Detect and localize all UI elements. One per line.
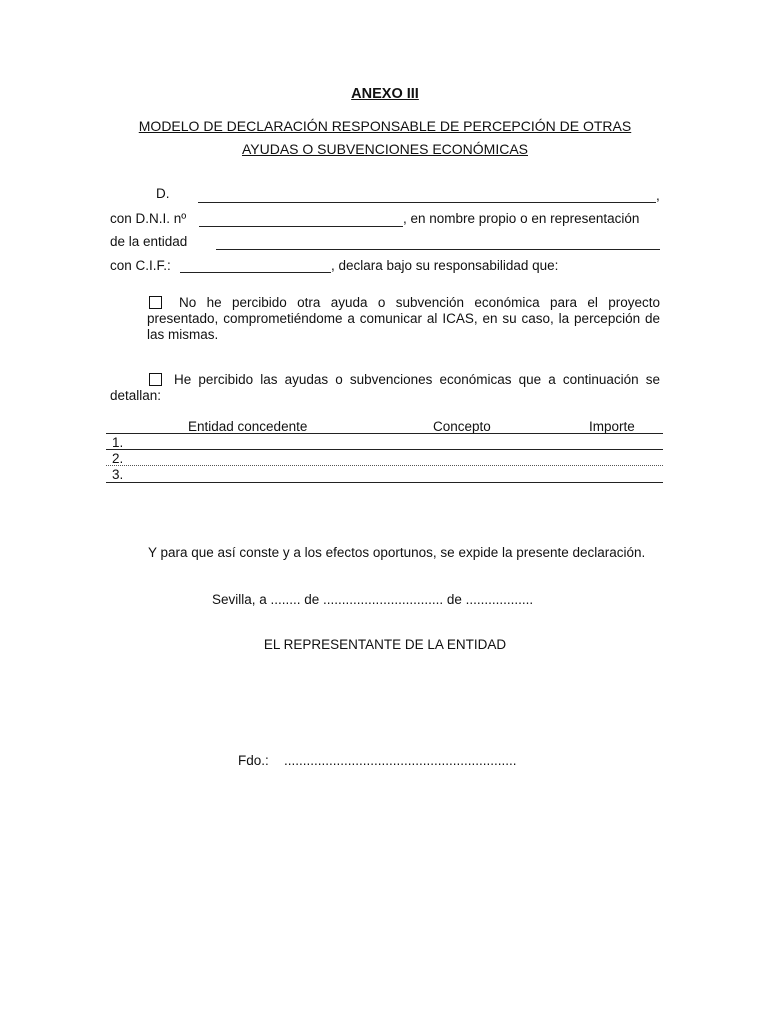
document-heading: ANEXO III [351, 86, 419, 102]
name-field[interactable] [198, 186, 656, 203]
dni-label: con D.N.I. nº [110, 211, 187, 226]
dni-field[interactable] [199, 210, 403, 227]
table-row-rule [106, 465, 663, 466]
table-header-entidad: Entidad concedente [188, 419, 308, 434]
place-date-line: Sevilla, a ........ de ................................ de .................. [212, 592, 534, 607]
d-label: D. [156, 186, 170, 201]
table-row-label: 3. [112, 467, 124, 482]
option-not-received-text: No he percibido otra ayuda o subvención económica para el proyecto presentado, comprometiéndome a comunicar al ICAS, en su caso, la percepción de las mismas. [147, 295, 660, 342]
representative-title: EL REPRESENTANTE DE LA ENTIDAD [263, 637, 507, 652]
d-trailing-comma: , [656, 188, 660, 203]
document-subtitle-line1: MODELO DE DECLARACIÓN RESPONSABLE DE PERCEPCIÓN DE OTRAS [138, 118, 632, 134]
option-received-text: He percibido las ayudas o subvenciones económicas que a continuación se detallan: [110, 372, 660, 403]
entidad-label: de la entidad [110, 234, 188, 249]
table-header-importe: Importe [589, 419, 635, 434]
table-row-label: 2. [112, 451, 124, 466]
document-subtitle-line2: AYUDAS O SUBVENCIONES ECONÓMICAS [241, 141, 528, 157]
entidad-field[interactable] [216, 233, 660, 250]
dni-suffix: , en nombre propio o en representación [403, 211, 640, 226]
table-row-label: 1. [112, 435, 124, 450]
cif-suffix: , declara bajo su responsabilidad que: [331, 258, 559, 273]
closing-paragraph: Y para que así conste y a los efectos oportunos, se expide la presente declaración. [148, 545, 646, 560]
table-top-rule [106, 433, 663, 434]
cif-field[interactable] [180, 256, 331, 273]
table-header-concepto: Concepto [433, 419, 491, 434]
cif-label: con C.I.F.: [110, 258, 171, 273]
signature-label: Fdo.: [238, 753, 269, 768]
table-bottom-rule [106, 482, 663, 483]
table-row-rule [106, 449, 663, 450]
signature-field[interactable]: .............................................................. [284, 753, 517, 768]
